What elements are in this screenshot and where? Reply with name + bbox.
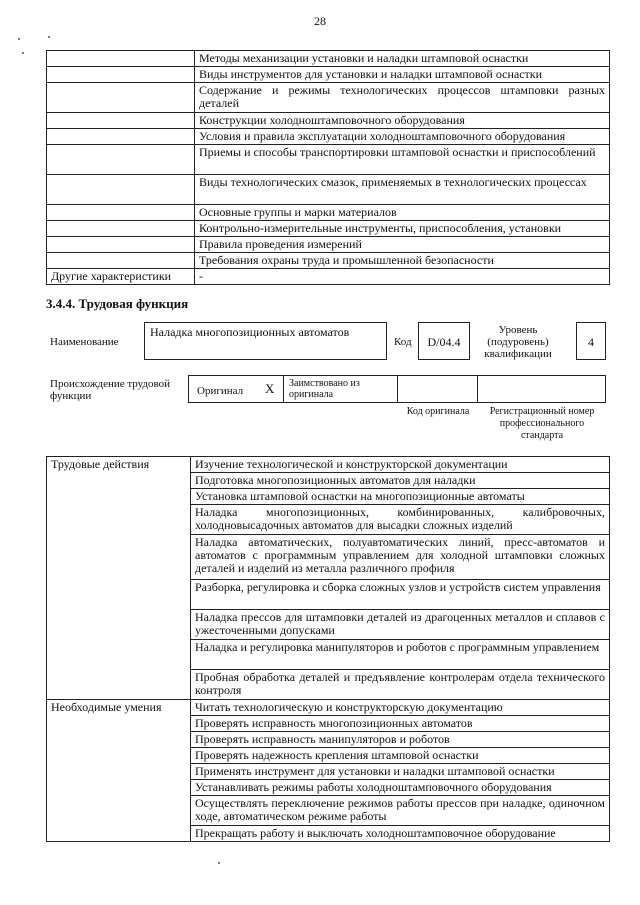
knowledge-item: Основные группы и марки материалов <box>195 205 610 221</box>
left-cell <box>47 205 195 221</box>
reg-number-cell <box>477 375 606 403</box>
knowledge-item: Правила проведения измерений <box>195 237 610 253</box>
skills-label: Необходимые умения <box>47 700 191 842</box>
knowledge-item: Контрольно-измерительные инструменты, приспособления, установки <box>195 221 610 237</box>
name-value: Наладка многопозиционных автоматов <box>144 322 387 360</box>
labor-function-table <box>46 456 610 842</box>
scan-speck <box>18 38 20 40</box>
left-cell <box>47 129 195 145</box>
labor-action-item: Изучение технологической и конструкторской документации <box>191 457 610 473</box>
left-cell <box>47 145 195 175</box>
labor-action-item: Пробная обработка деталей и предъявление контролерам отдела технического контроля <box>191 670 610 700</box>
labor-action-item: Разборка, регулировка и сборка сложных узлов и устройств систем управления <box>191 580 610 610</box>
left-cell <box>47 113 195 129</box>
knowledge-item: Содержание и режимы технологических процессов штамповки разных деталей <box>195 83 610 113</box>
knowledge-item: Требования охраны труда и промышленной безопасности <box>195 253 610 269</box>
page-number: 28 <box>314 14 326 28</box>
skill-item: Читать технологическую и конструкторскую документацию <box>191 700 610 716</box>
original-cell <box>188 375 284 403</box>
knowledge-item: Условия и правила эксплуатации холодноштамповочного оборудования <box>195 129 610 145</box>
knowledge-item: Виды технологических смазок, применяемых в технологических процессах <box>195 175 610 205</box>
labor-action-item: Установка штамповой оснастки на многопозиционные автоматы <box>191 489 610 505</box>
original-label: Оригинал <box>197 385 244 397</box>
knowledge-item: Виды инструментов для установки и наладки штамповой оснастки <box>195 67 610 83</box>
knowledge-item: Приемы и способы транспортировки штамповой оснастки и приспособлений <box>195 145 610 175</box>
left-cell <box>47 67 195 83</box>
origin-code-cell <box>397 375 478 403</box>
scan-speck <box>22 52 24 54</box>
origin-label: Происхождение трудовой функции <box>50 378 171 402</box>
left-cell <box>47 237 195 253</box>
name-label: Наименование <box>50 336 119 348</box>
origin-code-caption: Код оригинала <box>406 406 470 417</box>
labor-action-item: Наладка автоматических, полуавтоматических линий, пресс-автоматов и автоматов с программным управлением для холодной штамповки сложных деталей и изделий из металла различного профиля <box>191 535 610 580</box>
labor-action-item: Подготовка многопозиционных автоматов для наладки <box>191 473 610 489</box>
knowledge-table <box>46 50 610 285</box>
skill-item: Проверять исправность манипуляторов и роботов <box>191 732 610 748</box>
left-cell <box>47 253 195 269</box>
left-cell <box>47 221 195 237</box>
scan-speck <box>218 862 220 864</box>
skill-item: Устанавливать режимы работы холодноштамповочного оборудования <box>191 780 610 796</box>
borrowed-label: Заимствовано из оригинала <box>289 378 360 400</box>
code-value: D/04.4 <box>418 322 470 360</box>
other-characteristics-label: Другие характеристики <box>47 269 195 285</box>
skill-item: Проверять исправность многопозиционных автоматов <box>191 716 610 732</box>
original-mark: X <box>265 381 275 396</box>
labor-action-item: Наладка многопозиционных, комбинированных, калибровочных, холодновысадочных автоматов для высадки сложных изделий <box>191 505 610 535</box>
labor-action-item: Наладка и регулировка манипуляторов и роботов с программным управлением <box>191 640 610 670</box>
skill-item: Прекращать работу и выключать холодноштамповочное оборудование <box>191 826 610 842</box>
left-cell <box>47 175 195 205</box>
code-label: Код <box>394 336 412 348</box>
labor-action-item: Наладка прессов для штамповки деталей из драгоценных металлов и сплавов с ужесточенными допусками <box>191 610 610 640</box>
level-value: 4 <box>576 322 606 360</box>
knowledge-item: Конструкции холодноштамповочного оборудования <box>195 113 610 129</box>
section-title: 3.4.4. Трудовая функция <box>46 296 189 311</box>
knowledge-item: Методы механизации установки и наладки штамповой оснастки <box>195 51 610 67</box>
skill-item: Осуществлять переключение режимов работы прессов при наладке, одиночном ходе, автоматическом режиме работы <box>191 796 610 826</box>
left-cell <box>47 51 195 67</box>
borrowed-cell <box>283 375 398 403</box>
skill-item: Применять инструмент для установки и наладки штамповой оснастки <box>191 764 610 780</box>
skill-item: Проверять надежность крепления штамповой оснастки <box>191 748 610 764</box>
scan-speck <box>48 36 50 38</box>
labor-actions-label: Трудовые действия <box>47 457 191 700</box>
reg-number-caption: Регистрационный номер профессионального стандарта <box>489 406 595 441</box>
other-characteristics-value: - <box>195 269 610 285</box>
level-label: Уровень (подуровень) квалификации <box>484 324 552 360</box>
left-cell <box>47 83 195 113</box>
